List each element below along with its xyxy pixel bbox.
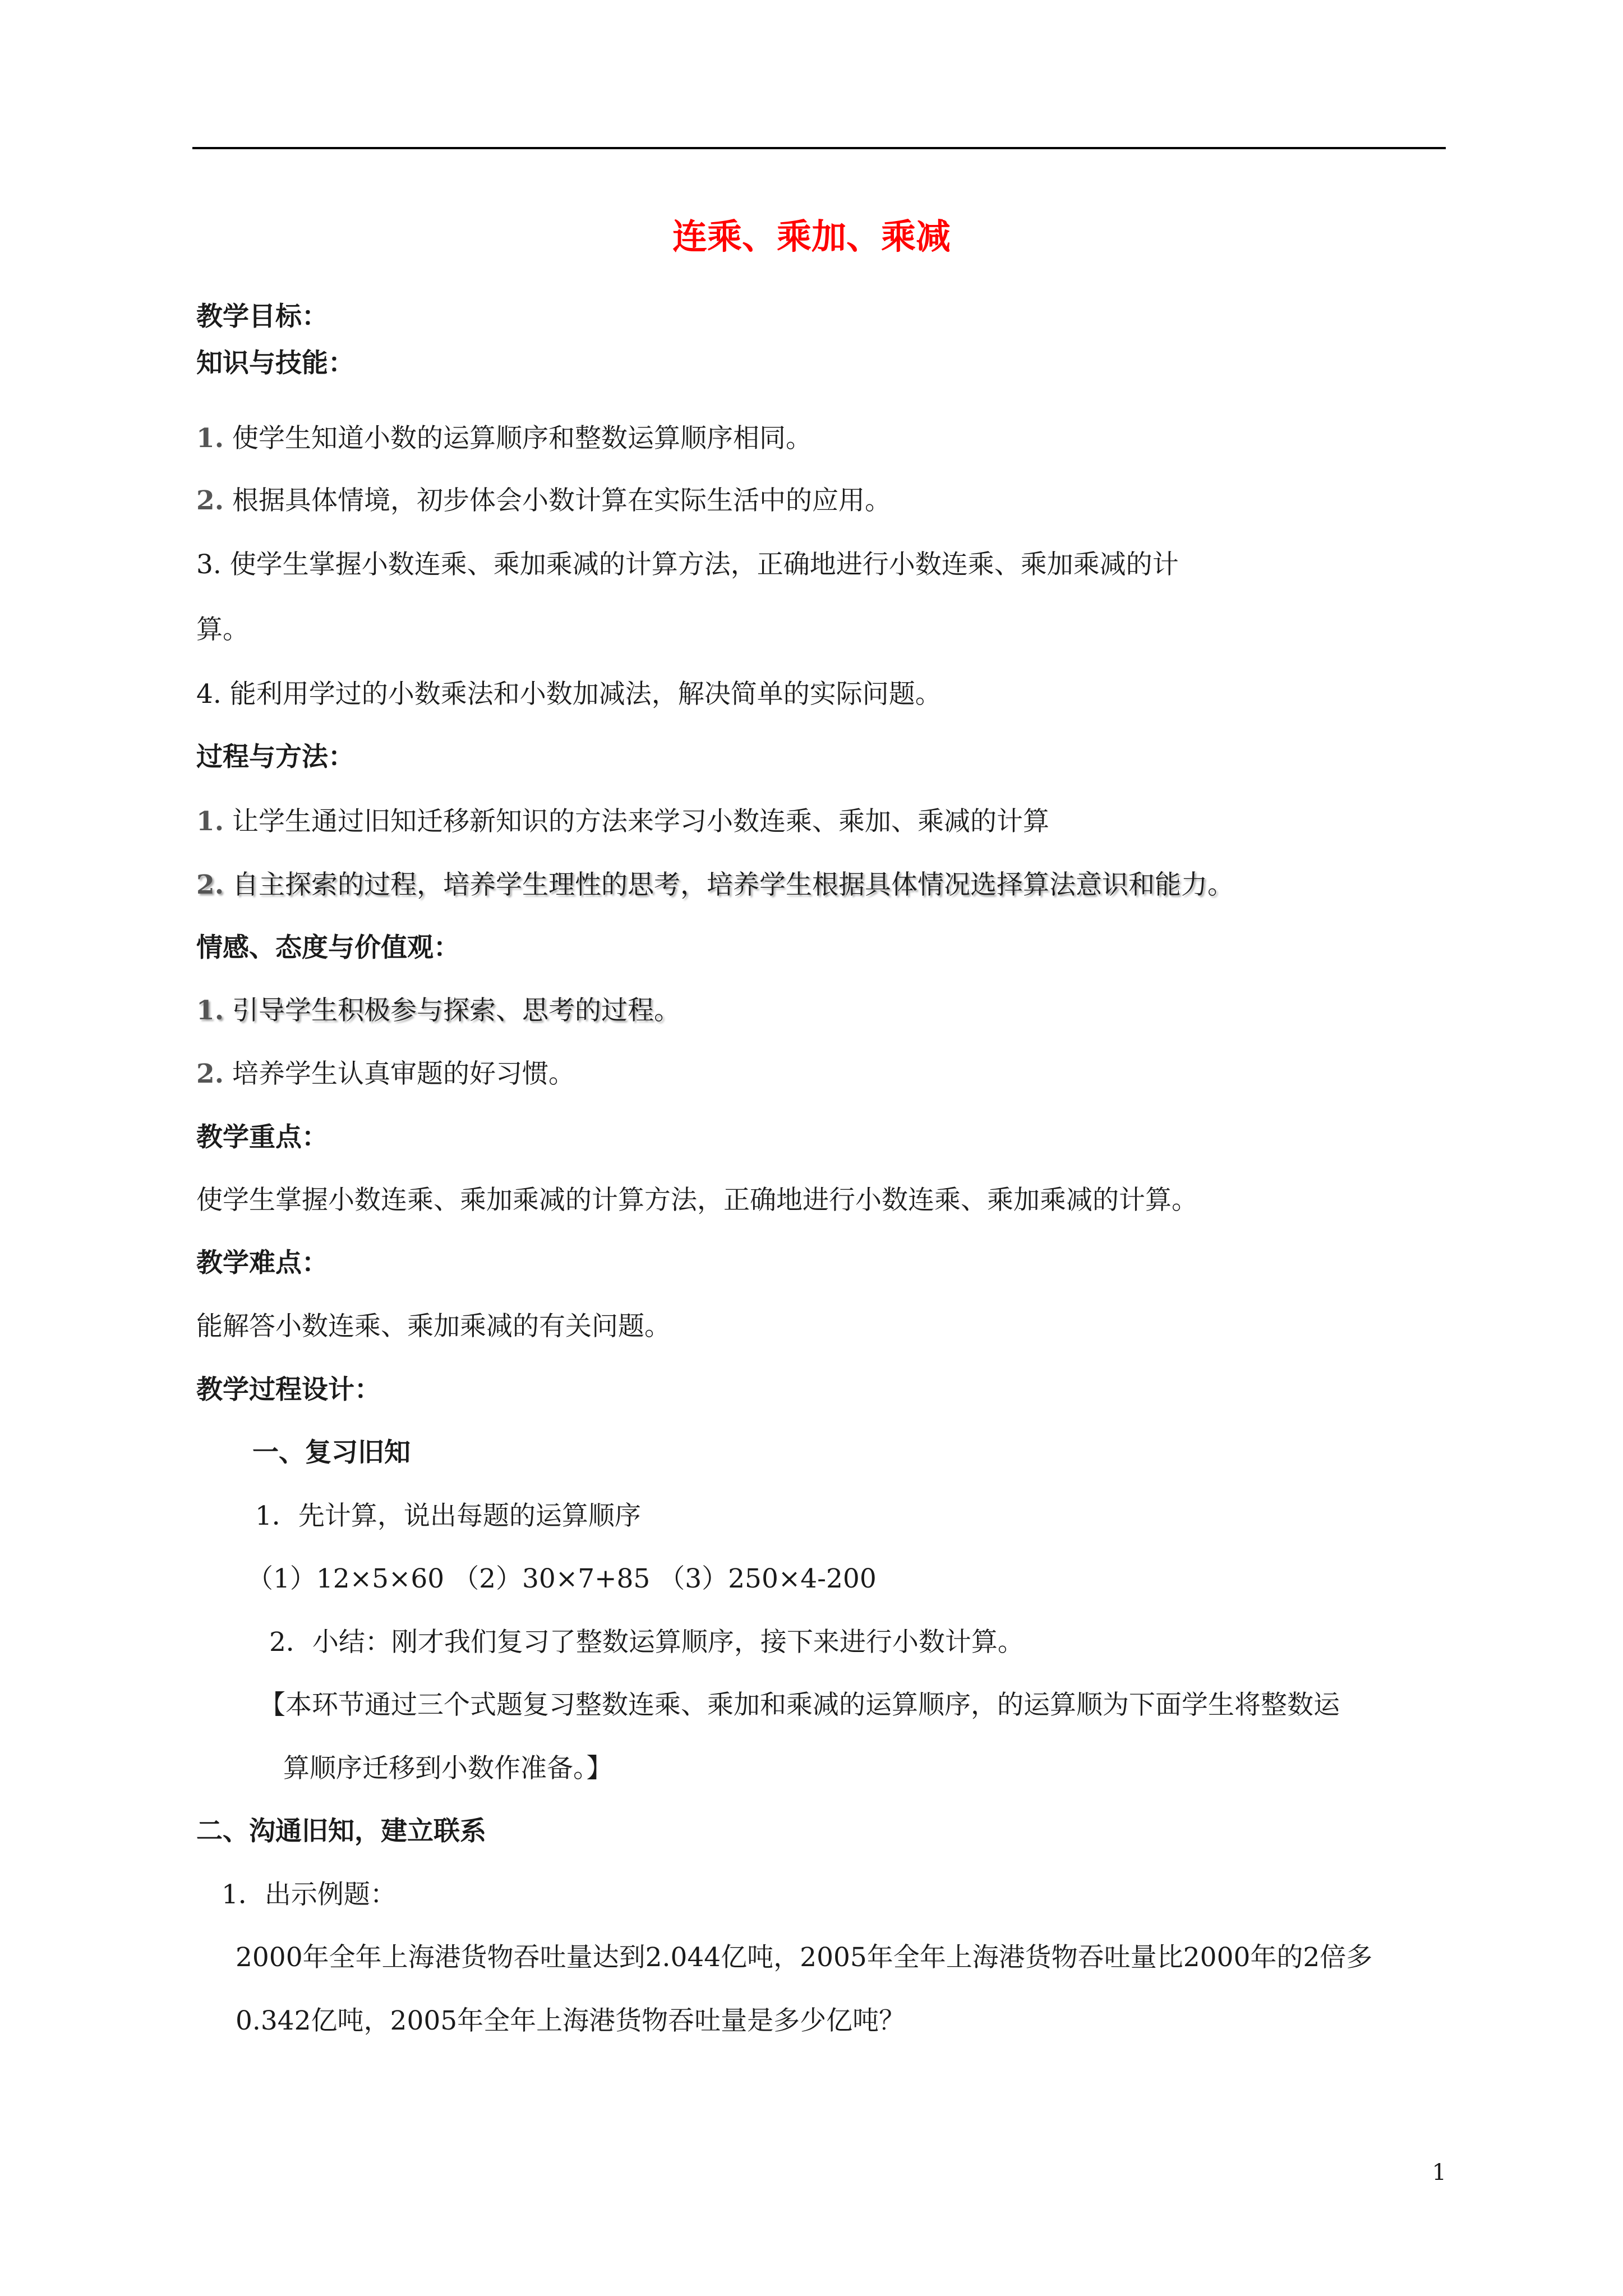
item-number: 1.: [196, 423, 224, 454]
item-number: 2.: [196, 869, 224, 900]
item-number: 1.: [196, 995, 224, 1026]
knowledge-item-3: [196, 548, 1179, 582]
section2-problem-line-2: 0.342亿吨，2005年全年上海港货物吞吐量是多少亿吨？: [236, 2005, 906, 2036]
header-rule: [192, 147, 1446, 149]
difficulty-text: 能解答小数连乘、乘加乘减的有关问题。: [196, 1311, 671, 1342]
section1-note-line-2: 算顺序迁移到小数作准备。】: [283, 1753, 613, 1784]
emotion-item-2: [196, 1057, 575, 1091]
process-item-2: [196, 868, 1234, 902]
item-number: 2.: [196, 1059, 224, 1089]
emotion-heading: 情感、态度与价值观：: [196, 932, 460, 963]
process-item-1: [196, 805, 1049, 839]
section2-problem-line-1: 2000年全年上海港货物吞吐量达到2.044亿吨，2005年全年上海港货物吞吐量比2000年的2倍多: [236, 1942, 1373, 1973]
item-text: 引导学生积极参与探索、思考的过程。: [232, 995, 681, 1026]
knowledge-item-1: [196, 422, 812, 455]
section2-item-1: 1．出示例题：: [222, 1879, 396, 1910]
item-text: 根据具体情境，初步体会小数计算在实际生活中的应用。: [232, 485, 892, 516]
knowledge-item-3-cont: [196, 613, 249, 647]
item-text: 能利用学过的小数乘法和小数加减法，解决简单的实际问题。: [229, 679, 942, 710]
section1-item-2: 2．小结：刚才我们复习了整数运算顺序，接下来进行小数计算。: [269, 1627, 1024, 1658]
page-number: 1: [1432, 2160, 1446, 2185]
item-number: 4.: [196, 679, 222, 710]
item-text: 使学生知道小数的运算顺序和整数运算顺序相同。: [232, 423, 813, 454]
item-number: 3.: [196, 549, 222, 580]
item-text: 使学生掌握小数连乘、乘加乘减的计算方法，正确地进行小数连乘、乘加乘减的计: [229, 549, 1179, 580]
page-title: 连乘、乘加、乘减: [672, 216, 951, 257]
item-number: 1.: [196, 806, 224, 837]
objectives-heading: 教学目标：: [196, 301, 328, 332]
item-text: 自主探索的过程，培养学生理性的思考，培养学生根据具体情况选择算法意识和能力。: [232, 869, 1234, 900]
knowledge-heading: 知识与技能：: [196, 348, 354, 379]
item-text: 培养学生认真审题的好习惯。: [232, 1059, 575, 1089]
knowledge-item-2: [196, 484, 891, 518]
design-heading: 教学过程设计：: [196, 1374, 381, 1405]
process-heading: 过程与方法：: [196, 742, 354, 772]
section1-heading: 一、复习旧知: [252, 1437, 411, 1468]
key-heading: 教学重点：: [196, 1122, 328, 1153]
knowledge-item-4: [196, 678, 942, 711]
section1-item-1: 1．先计算，说出每题的运算顺序: [255, 1501, 641, 1531]
key-text: 使学生掌握小数连乘、乘加乘减的计算方法，正确地进行小数连乘、乘加乘减的计算。: [196, 1185, 1198, 1216]
item-text: 让学生通过旧知迁移新知识的方法来学习小数连乘、乘加、乘减的计算: [232, 806, 1050, 837]
emotion-item-1: [196, 994, 680, 1028]
section1-note-line-1: 【本环节通过三个式题复习整数连乘、乘加和乘减的运算顺序，的运算顺为下面学生将整数运: [259, 1690, 1340, 1720]
section2-heading: 二、沟通旧知，建立联系: [196, 1816, 486, 1847]
section1-exercises: （1）12×5×60 （2）30×7+85 （3）250×4-200: [247, 1563, 877, 1594]
item-number: 2.: [196, 485, 224, 516]
difficulty-heading: 教学难点：: [196, 1248, 328, 1278]
item-text: 算。: [196, 614, 249, 645]
